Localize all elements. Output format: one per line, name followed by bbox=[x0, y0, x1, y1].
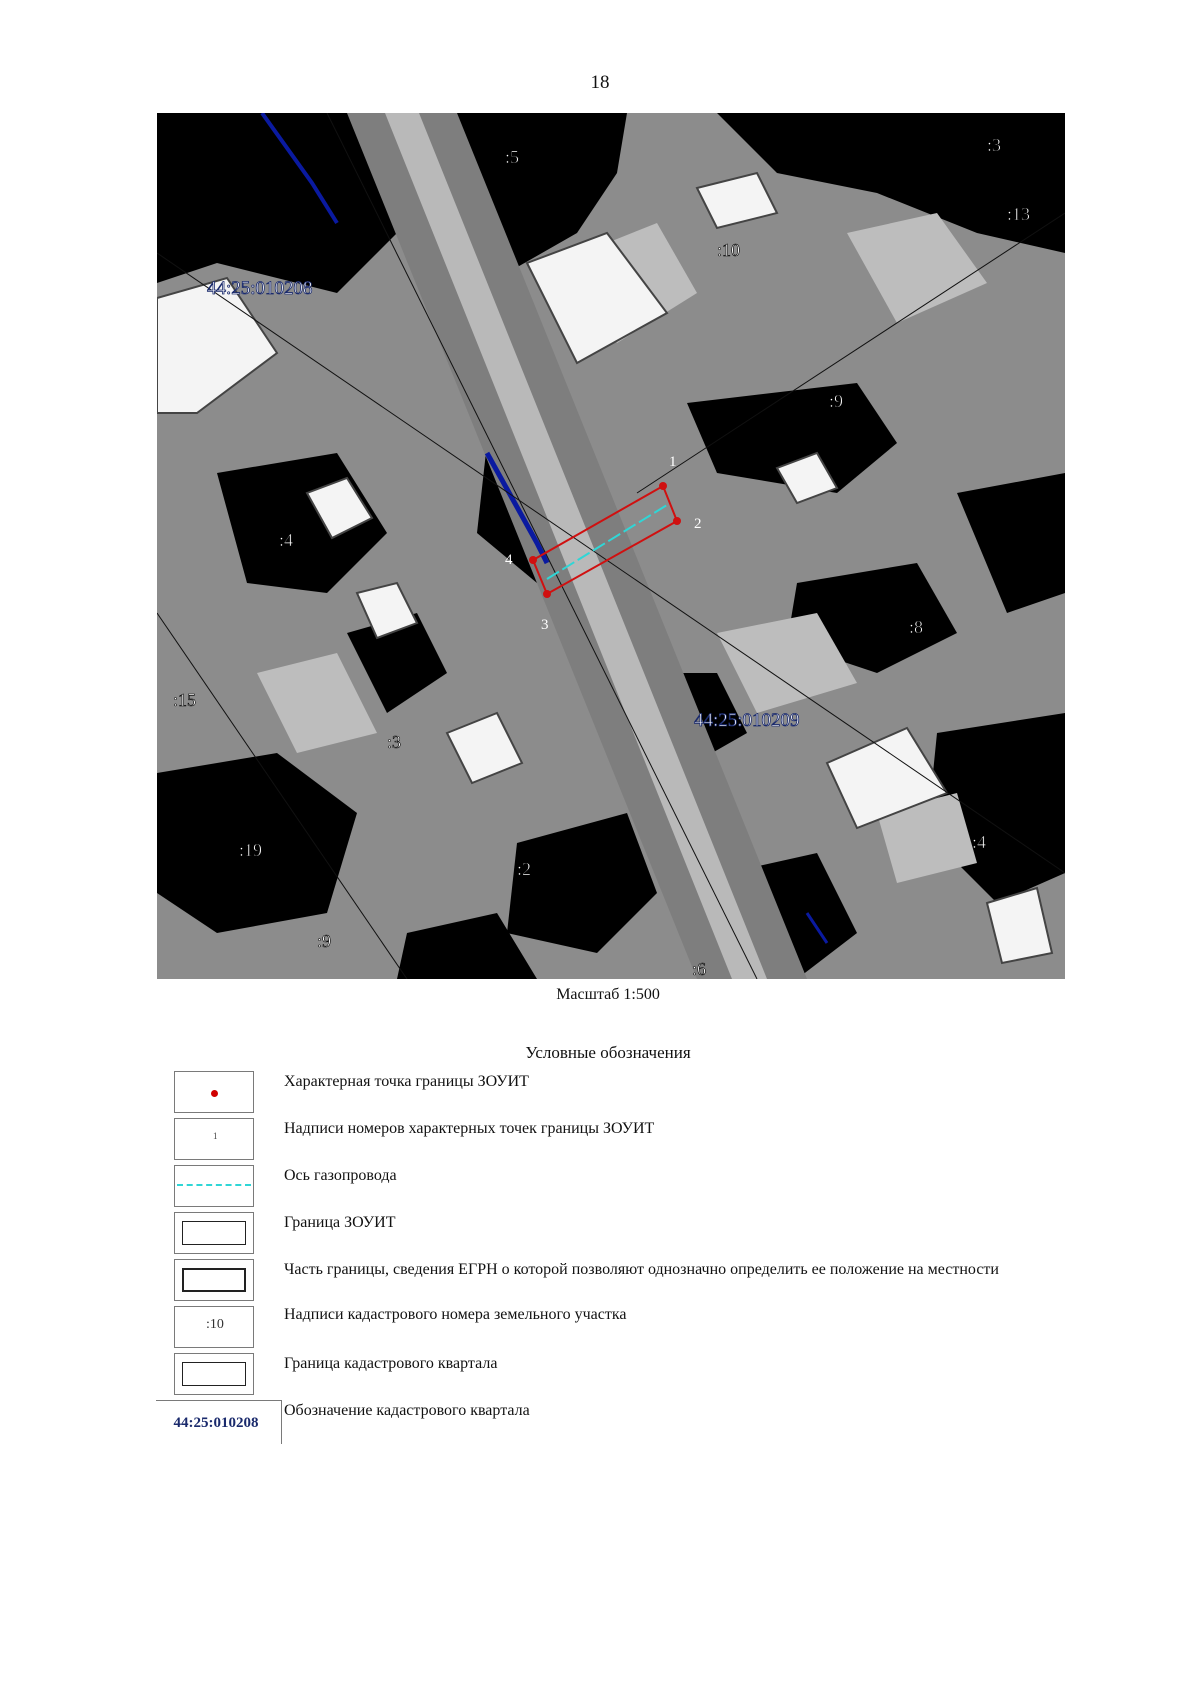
legend-item-text: Обозначение кадастрового квартала bbox=[284, 1402, 530, 1419]
rectangle-icon bbox=[182, 1362, 246, 1386]
cadastral-number-icon: :10 bbox=[206, 1317, 224, 1332]
point-label-1: 1 bbox=[669, 454, 677, 470]
dashed-line-icon bbox=[177, 1184, 251, 1186]
point-label-4: 4 bbox=[505, 552, 513, 568]
legend-item-text: Характерная точка границы ЗОУИТ bbox=[284, 1073, 529, 1090]
parcel-label: :2 bbox=[517, 859, 532, 879]
legend-item-text: Ось газопровода bbox=[284, 1167, 397, 1184]
point-label-3: 3 bbox=[541, 617, 549, 633]
red-dot-icon bbox=[211, 1090, 218, 1097]
legend-title: Условные обозначения bbox=[525, 1043, 691, 1062]
parcel-label: :3 bbox=[987, 135, 1002, 155]
map-canvas bbox=[157, 113, 1065, 979]
parcel-label: :10 bbox=[717, 240, 741, 260]
quarter-label-icon: 44:25:010208 bbox=[173, 1415, 259, 1431]
point-label-2: 2 bbox=[694, 516, 702, 532]
cadastral-map bbox=[157, 113, 1065, 979]
legend-symbol bbox=[174, 1259, 254, 1301]
parcel-label: :13 bbox=[1007, 204, 1031, 224]
quarter-label: 44:25:010208 bbox=[207, 278, 313, 299]
legend-item-text: Надписи кадастрового номера земельного участка bbox=[284, 1306, 627, 1323]
parcel-label: :9 bbox=[829, 391, 844, 411]
point-number-icon: 1 bbox=[213, 1131, 218, 1141]
parcel-label: :5 bbox=[505, 147, 520, 167]
parcel-label: :15 bbox=[173, 690, 197, 710]
legend-symbol bbox=[156, 1400, 282, 1444]
legend-item-text: Граница кадастрового квартала bbox=[284, 1355, 498, 1372]
legend-symbol bbox=[174, 1212, 254, 1254]
rectangle-thick-icon bbox=[182, 1268, 246, 1292]
rectangle-icon bbox=[182, 1221, 246, 1245]
legend-item-text: Часть границы, сведения ЕГРН о которой позволяют однозначно определить ее положение на местности bbox=[284, 1261, 999, 1278]
parcel-label: :6 bbox=[692, 959, 707, 979]
quarter-label: 44:25:010209 bbox=[694, 710, 800, 731]
parcel-label: :4 bbox=[972, 832, 987, 852]
legend-symbol bbox=[174, 1118, 254, 1160]
parcel-label: :4 bbox=[279, 530, 294, 550]
parcel-label: :19 bbox=[239, 840, 263, 860]
parcel-label: :8 bbox=[909, 617, 924, 637]
legend-symbol bbox=[174, 1071, 254, 1113]
legend-item-text: Граница ЗОУИТ bbox=[284, 1214, 396, 1231]
legend-symbol bbox=[174, 1306, 254, 1348]
legend-item-text: Надписи номеров характерных точек границы ЗОУИТ bbox=[284, 1120, 655, 1137]
parcel-label: :9 bbox=[317, 931, 332, 951]
page-number: 18 bbox=[590, 72, 610, 93]
parcel-label: :3 bbox=[387, 732, 402, 752]
scale-label: Масштаб 1:500 bbox=[556, 986, 660, 1003]
legend-symbol bbox=[174, 1165, 254, 1207]
legend-symbol bbox=[174, 1353, 254, 1395]
